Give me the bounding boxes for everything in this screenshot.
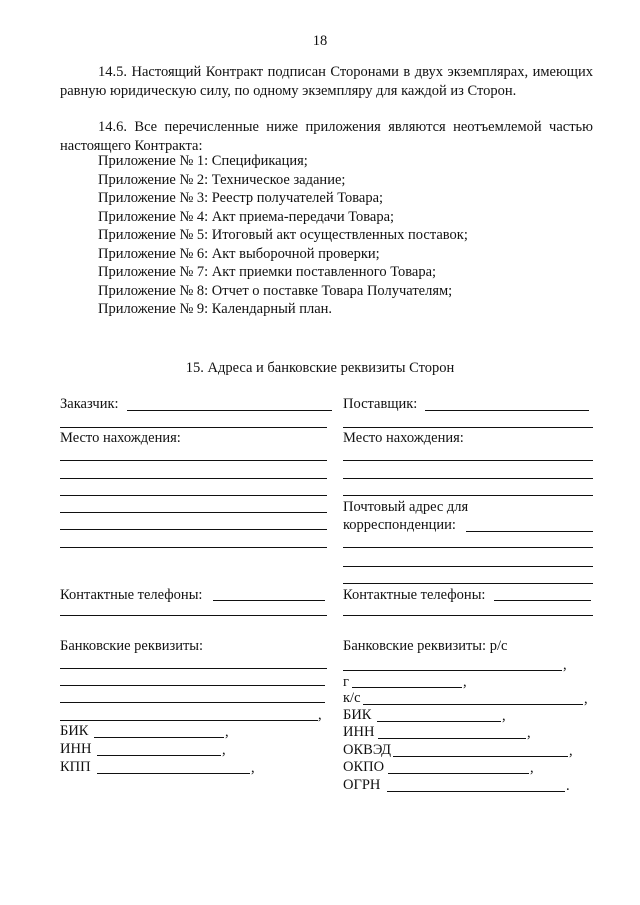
supplier-postal-field[interactable] — [343, 566, 593, 567]
customer-bank-label: Банковские реквизиты: — [60, 638, 204, 654]
comma: , — [563, 657, 567, 673]
customer-bank-field[interactable] — [60, 685, 325, 686]
supplier-bik-field[interactable] — [377, 721, 501, 722]
customer-phones-field[interactable] — [213, 600, 325, 601]
comma: , — [584, 691, 588, 707]
supplier-account-field[interactable] — [343, 670, 562, 671]
customer-location-field[interactable] — [60, 460, 327, 461]
supplier-ks-field[interactable] — [363, 704, 583, 705]
customer-location-field[interactable] — [60, 495, 327, 496]
customer-location-field[interactable] — [60, 512, 327, 513]
comma: , — [463, 674, 467, 690]
supplier-ogrn-field[interactable] — [387, 791, 565, 792]
clause-14-5: 14.5. Настоящий Контракт подписан Сторонами в двух экземплярах, имеющих равную юридическую силу, по одному экземпляру для каждой из Сторон. — [60, 64, 593, 99]
comma: , — [502, 708, 506, 724]
customer-inn-field[interactable] — [97, 755, 221, 756]
customer-kpp-label: КПП — [60, 759, 91, 775]
appendix-item: Приложение № 4: Акт приема-передачи Товара; — [98, 208, 395, 225]
supplier-postal-field[interactable] — [343, 583, 593, 584]
supplier-okpo-label: ОКПО — [343, 759, 385, 775]
comma: , — [225, 724, 229, 740]
appendix-item: Приложение № 7: Акт приемки поставленного Товара; — [98, 264, 437, 280]
customer-location-label: Место нахождения: — [60, 430, 181, 446]
customer-location-field[interactable] — [60, 547, 327, 548]
customer-kpp-field[interactable] — [97, 773, 250, 774]
supplier-phones-field-2[interactable] — [343, 615, 593, 616]
customer-phones-label: Контактные телефоны: — [60, 587, 203, 603]
supplier-postal-label: Почтовый адрес для — [343, 499, 469, 515]
supplier-okpo-field[interactable] — [388, 773, 529, 774]
appendix-item: Приложение № 8: Отчет о поставке Товара Получателям; — [98, 282, 453, 299]
appendix-item: Приложение № 5: Итоговый акт осуществленных поставок; — [98, 227, 468, 243]
supplier-name-field[interactable] — [425, 410, 589, 411]
customer-bik-label: БИК — [60, 723, 89, 739]
supplier-okved-label: ОКВЭД — [343, 742, 392, 758]
supplier-name-field-2[interactable] — [343, 427, 593, 428]
customer-location-field[interactable] — [60, 478, 327, 479]
supplier-location-field[interactable] — [343, 495, 593, 496]
supplier-postal-label-2: корреспонденции: — [343, 517, 456, 533]
appendix-item: Приложение № 2: Техническое задание; — [98, 171, 346, 188]
supplier-g-field[interactable] — [352, 687, 462, 688]
customer-bank-field[interactable] — [60, 668, 327, 669]
supplier-bank-label: Банковские реквизиты: р/с — [343, 638, 508, 654]
customer-phones-field-2[interactable] — [60, 615, 327, 616]
customer-bank-field[interactable] — [60, 702, 325, 703]
supplier-okved-field[interactable] — [393, 756, 568, 757]
appendix-item: Приложение № 6: Акт выборочной проверки; — [98, 245, 380, 262]
supplier-inn-field[interactable] — [378, 738, 526, 739]
supplier-phones-label: Контактные телефоны: — [343, 587, 486, 603]
supplier-location-label: Место нахождения: — [343, 430, 464, 446]
customer-bik-field[interactable] — [94, 737, 224, 738]
supplier-postal-field[interactable] — [466, 531, 593, 532]
period: . — [566, 778, 570, 794]
customer-label: Заказчик: — [60, 396, 119, 412]
supplier-location-field[interactable] — [343, 460, 593, 461]
supplier-location-field[interactable] — [343, 478, 593, 479]
customer-name-field[interactable] — [127, 410, 332, 411]
supplier-ks-label: к/с — [343, 690, 361, 706]
supplier-g-label: г — [343, 674, 349, 690]
supplier-bik-label: БИК — [343, 707, 372, 723]
appendix-item: Приложение № 1: Спецификация; — [98, 153, 308, 169]
comma: , — [527, 725, 531, 741]
customer-bank-field[interactable] — [60, 720, 318, 721]
comma: , — [569, 743, 573, 759]
section-15-title: 15. Адреса и банковские реквизиты Сторон — [185, 360, 455, 376]
supplier-inn-label: ИНН — [343, 724, 375, 740]
customer-name-field-2[interactable] — [60, 427, 327, 428]
supplier-phones-field[interactable] — [494, 600, 591, 601]
page-number: 18 — [312, 33, 328, 49]
clause-14-6: 14.6. Все перечисленные ниже приложения являются неотъемлемой частью настоящего Контракта: — [60, 119, 593, 154]
appendix-list — [98, 152, 468, 319]
comma: , — [318, 707, 322, 723]
comma: , — [530, 760, 534, 776]
comma: , — [251, 760, 255, 776]
comma: , — [222, 742, 226, 758]
appendix-item: Приложение № 3: Реестр получателей Товара; — [98, 190, 384, 206]
supplier-label: Поставщик: — [343, 396, 418, 412]
supplier-postal-field[interactable] — [343, 547, 593, 548]
supplier-ogrn-label: ОГРН — [343, 777, 381, 793]
customer-inn-label: ИНН — [60, 741, 92, 757]
appendix-item: Приложение № 9: Календарный план. — [98, 301, 333, 317]
customer-location-field[interactable] — [60, 529, 327, 530]
